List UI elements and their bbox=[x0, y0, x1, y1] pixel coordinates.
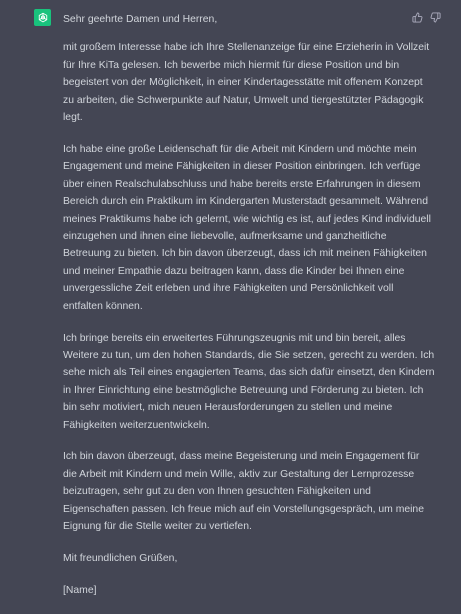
signature-name: [Name] bbox=[63, 584, 97, 596]
paragraph-motivation: Ich bringe bereits ein erweitertes Führungszeugnis mit und bin bereit, alles Weitere zu tun, um den hohen Standards, die Sie setzen, gerecht zu werden. Ich sehe mich als Teil eines engagierten Teams, das sich dafür einsetzt, den Kindern in Ihrer Einrichtung eine bestmögliche Betreuung und Förderung zu bieten. Ich bin sehr motiviert, mich neuen Herausforderungen zu stellen und meine Fähigkeiten weiterzuentwickeln. bbox=[63, 332, 435, 431]
greeting: Sehr geehrte Damen und Herren, bbox=[63, 14, 218, 25]
paragraph-experience: Ich habe eine große Leidenschaft für die Arbeit mit Kindern und möchte mein Engagement und meine Fähigkeiten in dieser Position einbringen. Ich verfüge über einen Realschulabschluss und habe bereits erste Erfahrungen in diesem Bereich durch ein Praktikum im Kindergarten Musterstadt gesammelt. Während meines Praktikums habe ich gelernt, wie wichtig es ist, auf jedes Kind individuell einzugehen und ihnen eine liebevolle, aufmerksame und ganzheitliche Betreuung zu bieten. Ich bin davon überzeugt, dass ich mit meinen Fähigkeiten und meiner Empathie dazu beitragen kann, dass die Kinder bei Ihnen eine unvergessliche Zeit erleben und ihre Fähigkeiten und Persönlichkeit voll entfalten können. bbox=[63, 143, 431, 312]
sign-off: Mit freundlichen Grüßen, bbox=[63, 552, 178, 564]
assistant-message-text bbox=[63, 11, 435, 614]
paragraph-intro: mit großem Interesse habe ich Ihre Stellenanzeige für eine Erzieherin in Vollzeit für Ihre KiTa gelesen. Ich bewerbe mich hiermit für diese Position und bin begeistert von der Möglichkeit, in einer Kindertagesstätte mit offenem Konzept zu arbeiten, die Schwerpunkte auf Natur, Umwelt und tiergestützter Pädagogik legt. bbox=[63, 42, 430, 124]
openai-logo-icon bbox=[34, 9, 51, 26]
paragraph-closing: Ich bin davon überzeugt, dass meine Begeisterung und mein Engagement für die Arbeit mit Kindern und mein Wille, aktiv zur Gestaltung der Lernprozesse beizutragen, sehr gut zu den von Ihnen gesuchten Fähigkeiten und Eigenschaften passen. Ich freue mich auf ein Vorstellungsgespräch, um meine Eignung für die Stelle weiter zu vertiefen. bbox=[63, 451, 424, 533]
